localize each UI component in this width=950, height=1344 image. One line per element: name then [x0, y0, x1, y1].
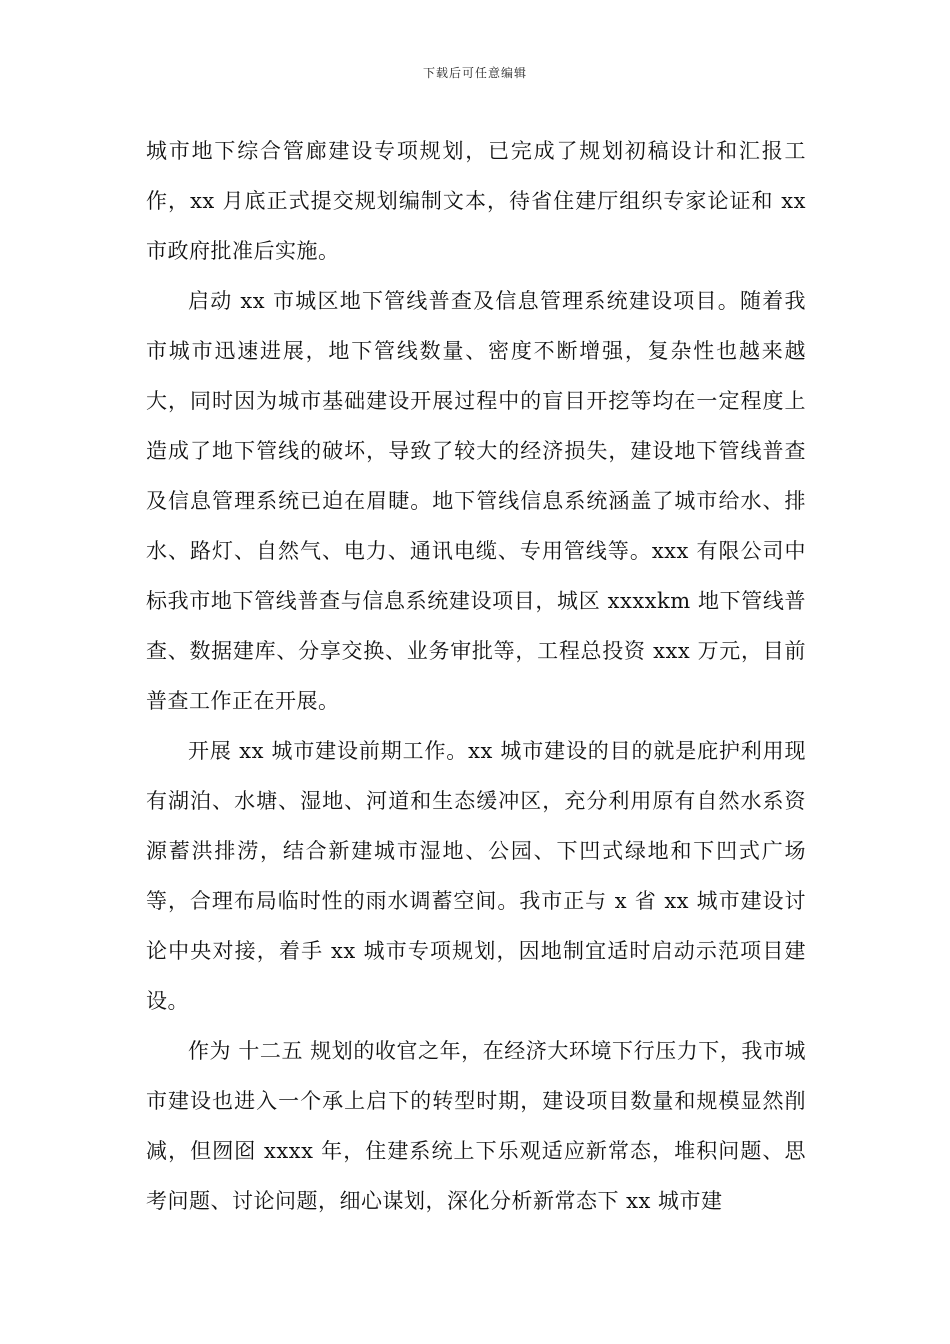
paragraph: 作为 十二五 规划的收官之年，在经济大环境下行压力下，我市城市建设也进入一个承上启下的转型时期，建设项目数量和规模显然削减，但囫囵 xxxx 年，住建系统上下乐观适应新常态，堆积问题、思考问题、讨论问题，细心谋划，深化分析新常态下 xx 城市建 — [146, 1039, 806, 1213]
paragraph: 城市地下综合管廊建设专项规划，已完成了规划初稿设计和汇报工作，xx 月底正式提交规划编制文本，待省住建厅组织专家论证和 xx 市政府批准后实施。 — [146, 139, 806, 263]
paragraph: 启动 xx 市城区地下管线普查及信息管理系统建设项目。随着我市城市迅速进展，地下管线数量、密度不断增强，复杂性也越来越大，同时因为城市基础建设开展过程中的盲目开挖等均在一定程度上造成了地下管线的破坏，导致了较大的经济损失，建设地下管线普查及信息管理系统已迫在眉睫。地下管线信息系统涵盖了城市给水、排水、路灯、自然气、电力、通讯电缆、专用管线等。xxx 有限公司中标我市地下管线普查与信息系统建设项目，城区 xxxxkm 地下管线普查、数据建库、分享交换、业务审批等，工程总投资 xxx 万元，目前普查工作正在开展。 — [146, 289, 807, 713]
paragraph: 开展 xx 城市建设前期工作。xx 城市建设的目的就是庇护利用现有湖泊、水塘、湿地、河道和生态缓冲区，充分利用原有自然水系资源蓄洪排涝，结合新建城市湿地、公园、下凹式绿地和下凹式广场等，合理布局临时性的雨水调蓄空间。我市正与 x 省 xx 城市建设讨论中央对接，着手 xx 城市专项规划，因地制宜适时启动示范项目建设。 — [146, 739, 806, 1013]
document-body — [146, 126, 806, 1226]
page-header: 下载后可任意编辑 — [422, 66, 527, 80]
